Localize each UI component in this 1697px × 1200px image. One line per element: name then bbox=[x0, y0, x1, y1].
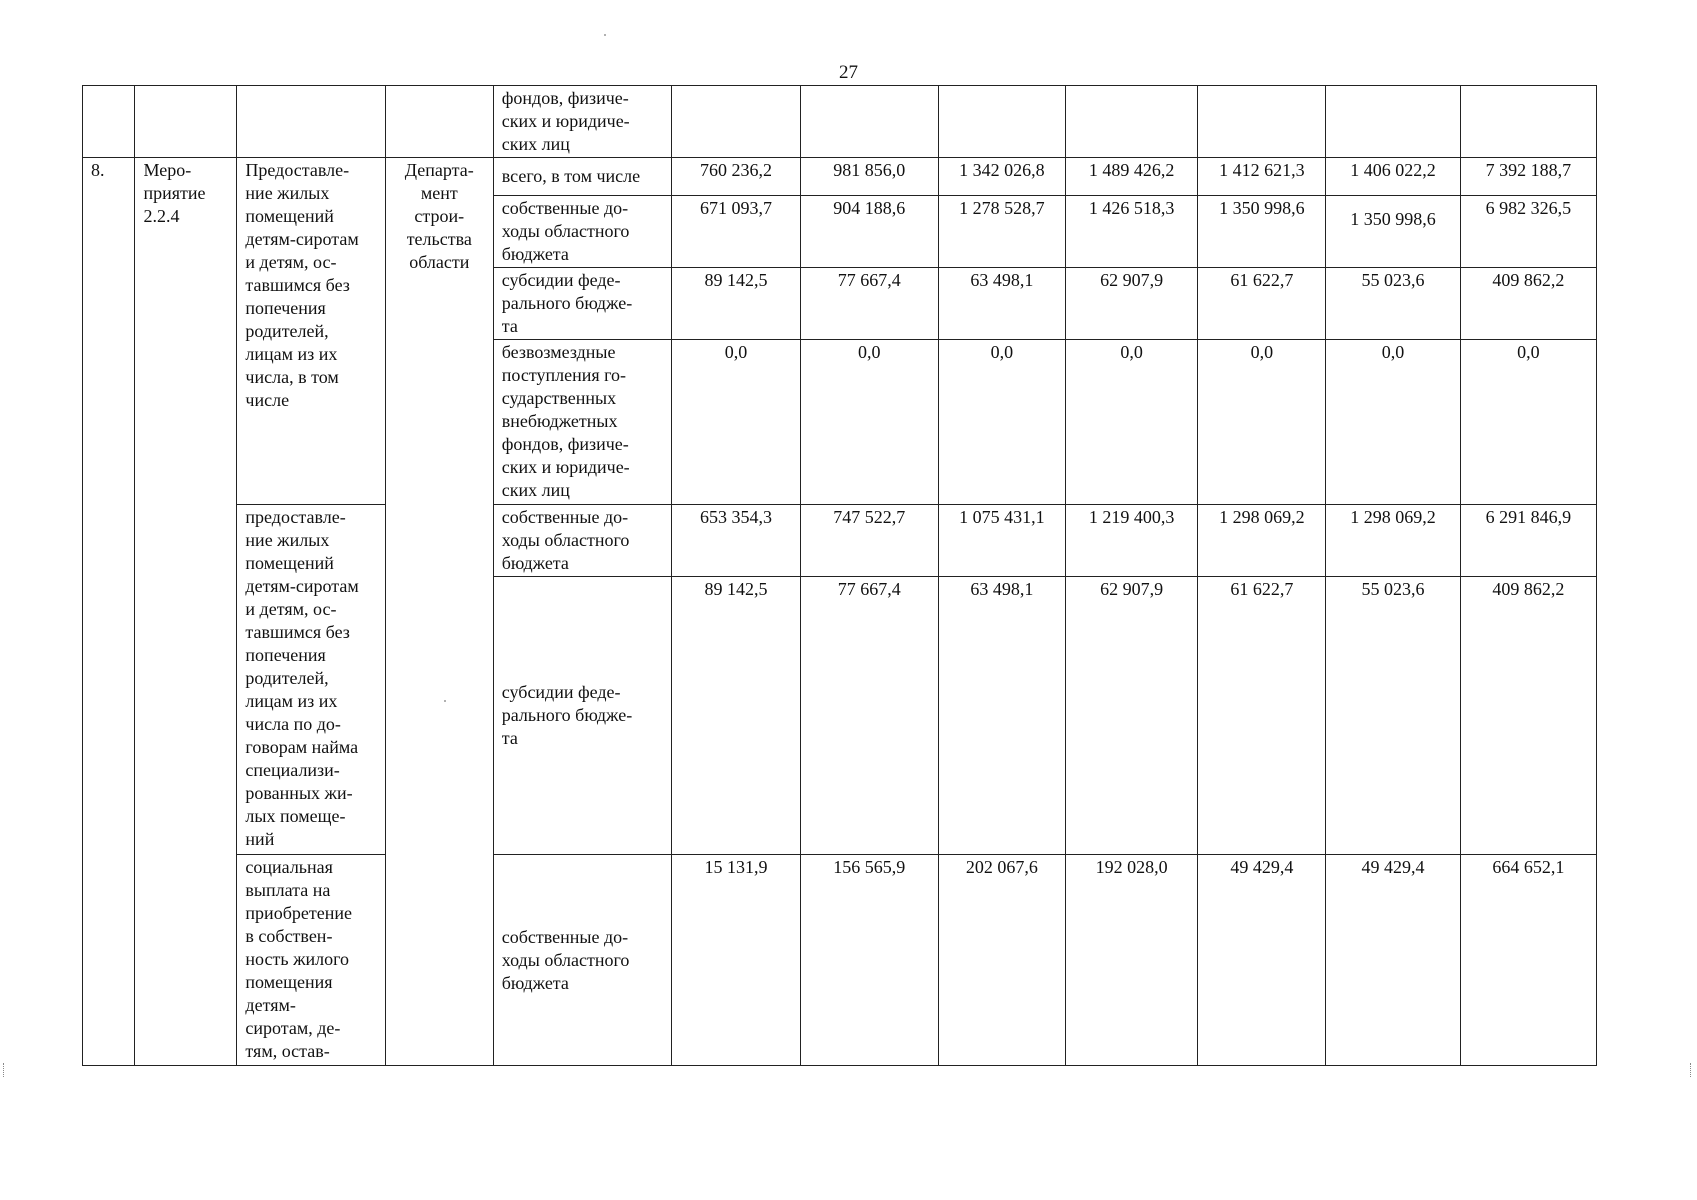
cell-number-empty bbox=[83, 86, 135, 158]
cell-value-empty bbox=[672, 86, 800, 158]
value-cell: 55 023,6 bbox=[1326, 577, 1460, 855]
value-cell: 6 291 846,9 bbox=[1460, 505, 1596, 577]
table-row bbox=[83, 505, 1597, 577]
funding-source: субсидии феде- рального бюдже- та bbox=[493, 577, 672, 855]
value-cell: 981 856,0 bbox=[800, 158, 938, 196]
value-cell: 671 093,7 bbox=[672, 196, 800, 268]
value-cell: 0,0 bbox=[1066, 340, 1198, 505]
value-cell: 15 131,9 bbox=[672, 855, 800, 1066]
table-row bbox=[83, 158, 1597, 196]
table-row-continued bbox=[83, 86, 1597, 158]
value-cell: 77 667,4 bbox=[800, 268, 938, 340]
value-cell: 0,0 bbox=[1198, 340, 1326, 505]
cell-source: фондов, физиче- ских и юридиче- ских лиц bbox=[493, 86, 672, 158]
page-number: 27 bbox=[839, 62, 858, 83]
cell-value-empty bbox=[1460, 86, 1596, 158]
funding-source: безвозмездные поступления го- сударственных внебюджетных фондов, физиче- ских и юридиче- ских лиц bbox=[493, 340, 672, 505]
value-cell: 1 298 069,2 bbox=[1198, 505, 1326, 577]
value-cell: 1 298 069,2 bbox=[1326, 505, 1460, 577]
value-cell: 0,0 bbox=[800, 340, 938, 505]
cell-executor-empty bbox=[385, 86, 493, 158]
group-description: предоставле- ние жилых помещений детям-сиротам и детям, ос- тавшимся без попечения родителей, лицам из их числа по до- говорам найма специализи- рованных жи- лых помеще- ний bbox=[237, 505, 385, 855]
value-cell: 61 622,7 bbox=[1198, 577, 1326, 855]
value-cell: 1 350 998,6 bbox=[1198, 196, 1326, 268]
budget-table bbox=[82, 85, 1597, 1066]
event-name: Меро- приятие 2.2.4 bbox=[135, 158, 237, 1066]
group-description: Предоставле- ние жилых помещений детям-сиротам и детям, ос- тавшимся без попечения родителей, лицам из их числа, в том числе bbox=[237, 158, 385, 505]
value-cell: 0,0 bbox=[1460, 340, 1596, 505]
cell-value-empty bbox=[800, 86, 938, 158]
funding-source: субсидии феде- рального бюдже- та bbox=[493, 268, 672, 340]
cell-value-empty bbox=[938, 86, 1065, 158]
cell-description-empty bbox=[237, 86, 385, 158]
funding-source: собственные до- ходы областного бюджета bbox=[493, 855, 672, 1066]
value-cell: 89 142,5 bbox=[672, 577, 800, 855]
value-cell: 1 412 621,3 bbox=[1198, 158, 1326, 196]
cell-event-empty bbox=[135, 86, 237, 158]
scan-dot bbox=[444, 700, 446, 702]
value-cell: 0,0 bbox=[1326, 340, 1460, 505]
value-cell: 664 652,1 bbox=[1460, 855, 1596, 1066]
value-cell: 156 565,9 bbox=[800, 855, 938, 1066]
value-cell: 1 278 528,7 bbox=[938, 196, 1065, 268]
value-cell: 1 406 022,2 bbox=[1326, 158, 1460, 196]
value-cell: 747 522,7 bbox=[800, 505, 938, 577]
cell-value-empty bbox=[1066, 86, 1198, 158]
value-cell: 1 350 998,6 bbox=[1326, 196, 1460, 268]
value-cell: 62 907,9 bbox=[1066, 268, 1198, 340]
table-row bbox=[83, 855, 1597, 1066]
value-cell: 7 392 188,7 bbox=[1460, 158, 1596, 196]
value-cell: 1 489 426,2 bbox=[1066, 158, 1198, 196]
value-cell: 409 862,2 bbox=[1460, 577, 1596, 855]
value-cell: 62 907,9 bbox=[1066, 577, 1198, 855]
executor: Департа- мент строи- тельства области bbox=[385, 158, 493, 1066]
funding-source: собственные до- ходы областного бюджета bbox=[493, 196, 672, 268]
value-cell: 653 354,3 bbox=[672, 505, 800, 577]
value-cell: 55 023,6 bbox=[1326, 268, 1460, 340]
value-cell: 192 028,0 bbox=[1066, 855, 1198, 1066]
scan-margin-mark bbox=[1690, 1063, 1693, 1077]
value-cell: 61 622,7 bbox=[1198, 268, 1326, 340]
event-number: 8. bbox=[83, 158, 135, 1066]
cell-value-empty bbox=[1326, 86, 1460, 158]
cell-value-empty bbox=[1198, 86, 1326, 158]
value-cell: 49 429,4 bbox=[1198, 855, 1326, 1066]
value-cell: 202 067,6 bbox=[938, 855, 1065, 1066]
value-cell: 760 236,2 bbox=[672, 158, 800, 196]
value-cell: 89 142,5 bbox=[672, 268, 800, 340]
value-cell: 0,0 bbox=[672, 340, 800, 505]
value-cell: 1 426 518,3 bbox=[1066, 196, 1198, 268]
value-cell: 409 862,2 bbox=[1460, 268, 1596, 340]
funding-source: собственные до- ходы областного бюджета bbox=[493, 505, 672, 577]
scan-margin-mark bbox=[3, 1063, 6, 1077]
value-cell: 1 342 026,8 bbox=[938, 158, 1065, 196]
value-cell: 904 188,6 bbox=[800, 196, 938, 268]
funding-source: всего, в том числе bbox=[493, 158, 672, 196]
value-cell: 49 429,4 bbox=[1326, 855, 1460, 1066]
value-cell: 0,0 bbox=[938, 340, 1065, 505]
value-cell: 6 982 326,5 bbox=[1460, 196, 1596, 268]
scan-dot bbox=[604, 34, 606, 36]
value-cell: 1 219 400,3 bbox=[1066, 505, 1198, 577]
value-cell: 63 498,1 bbox=[938, 577, 1065, 855]
value-cell: 63 498,1 bbox=[938, 268, 1065, 340]
group-description: социальная выплата на приобретение в собствен- ность жилого помещения детям- сиротам, де- тям, остав- bbox=[237, 855, 385, 1066]
value-cell: 77 667,4 bbox=[800, 577, 938, 855]
value-cell: 1 075 431,1 bbox=[938, 505, 1065, 577]
